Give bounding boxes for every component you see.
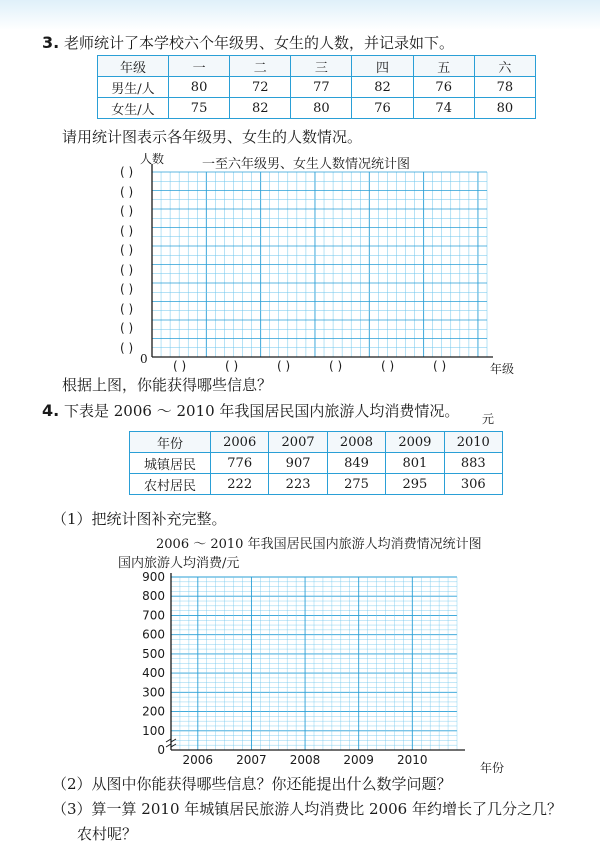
q4-x-tick-label: 2006: [182, 753, 214, 767]
q3-table-cell: 82: [230, 98, 291, 119]
q4-table-row-label: 城镇居民: [130, 453, 211, 474]
q3-table-row: [98, 77, 536, 98]
q3-table-cell: 78: [474, 77, 535, 98]
q3-y-axis-label: 人数: [140, 152, 165, 166]
q4-x-tick-label: 2008: [289, 753, 321, 767]
q3-y-tick-blank[interactable]: ( ): [120, 223, 134, 238]
q3-table-header-cell: 二: [230, 56, 291, 77]
q4-unit-label: 元: [482, 412, 495, 426]
q4-y-axis-label: 国内旅游人均消费/元: [118, 556, 240, 571]
q3-number: 3.: [42, 33, 60, 52]
q4-table-cell: 776: [211, 453, 269, 474]
q3-table-row-label: 男生/人: [98, 77, 169, 98]
q4-table-cell: 222: [211, 474, 269, 495]
q4-x-axis-label: 年份: [480, 761, 505, 775]
q3-y-tick-blank[interactable]: ( ): [120, 321, 134, 335]
q3-y-tick-blank[interactable]: ( ): [120, 165, 134, 179]
q3-y-tick-blank[interactable]: ( ): [120, 243, 134, 257]
q3-y-tick-blank[interactable]: ( ): [120, 301, 134, 316]
q4-table-header-cell: 年份: [130, 432, 211, 453]
q4-table-header-row: [130, 432, 503, 453]
q4-table-cell: 801: [386, 453, 444, 474]
q3-y-tick-blank[interactable]: ( ): [120, 184, 134, 199]
q3-x-tick-blank[interactable]: ( ): [225, 359, 239, 373]
q3-blank-chart-grid[interactable]: [0, 160, 600, 380]
q4-part1: （1）把统计图补充完整。: [52, 510, 227, 528]
q4-prompt: [42, 403, 459, 419]
q3-followup: 根据上图，你能获得哪些信息？: [62, 376, 273, 394]
q3-x-tick-blank[interactable]: ( ): [433, 359, 447, 373]
q3-y-tick-blank[interactable]: ( ): [120, 204, 134, 218]
q4-table-cell: 883: [444, 453, 502, 474]
q3-table-header-cell: 四: [352, 56, 413, 77]
q4-chart-title: 2006 ～ 2010 年我国居民国内旅游人均消费情况统计图: [156, 537, 482, 552]
q4-text: 下表是 2006 ～ 2010 年我国居民国内旅游人均消费情况。: [64, 402, 460, 420]
q4-table-row: [130, 453, 503, 474]
q4-y-tick-label: 400: [142, 666, 165, 681]
q3-table-header-row: [98, 56, 536, 77]
q4-part3-continued: 农村呢？: [77, 825, 138, 843]
q3-instruction: 请用统计图表示各年级男、女生的人数情况。: [62, 128, 363, 146]
q3-table-header-cell: 五: [413, 56, 474, 77]
q4-part2: （2）从图中你能获得哪些信息？你还能提出什么数学问题？: [52, 775, 452, 793]
q4-table-row: [130, 474, 503, 495]
q4-table-row-label: 农村居民: [130, 474, 211, 495]
q3-table-cell: 77: [291, 77, 352, 98]
q4-table-header-cell: 2006: [211, 432, 269, 453]
q3-table-cell: 80: [169, 77, 230, 98]
q4-y-tick-label: 300: [142, 685, 165, 700]
q3-table-cell: 80: [291, 98, 352, 119]
q3-y-tick-blank[interactable]: ( ): [120, 340, 134, 355]
q3-y-tick-blank[interactable]: ( ): [120, 262, 134, 277]
q3-table-row: [98, 98, 536, 119]
q4-table: [129, 431, 503, 495]
q3-origin-label: 0: [140, 352, 148, 366]
q3-x-axis-label: 年级: [490, 362, 515, 376]
q3-prompt: [42, 35, 454, 51]
q3-table-row-label: 女生/人: [98, 98, 169, 119]
q3-table-cell: 82: [352, 77, 413, 98]
q3-table-cell: 72: [230, 77, 291, 98]
top-decorative-band: [0, 0, 600, 30]
q4-table-header-cell: 2007: [269, 432, 327, 453]
q4-table-header-cell: 2008: [327, 432, 385, 453]
q4-line-chart-grid[interactable]: [0, 560, 600, 780]
q4-y-tick-label: 600: [142, 627, 165, 642]
q4-x-tick-label: 2009: [343, 753, 374, 767]
q4-y-tick-label: 800: [142, 589, 165, 604]
q4-x-tick-label: 2010: [397, 753, 428, 767]
q3-text: 老师统计了本学校六个年级男、女生的人数，并记录如下。: [64, 34, 455, 52]
q3-table-cell: 75: [169, 98, 230, 119]
q4-table-header-cell: 2009: [386, 432, 444, 453]
q4-table-cell: 306: [444, 474, 502, 495]
q4-x-tick-label: 2007: [236, 753, 267, 767]
q4-y-tick-label: 500: [142, 646, 165, 661]
q4-table-cell: 223: [269, 474, 327, 495]
q3-table-cell: 80: [474, 98, 535, 119]
q3-table-header-cell: 六: [474, 56, 535, 77]
q3-table-header-cell: 年级: [98, 56, 169, 77]
q4-table-cell: 907: [269, 453, 327, 474]
q4-y-tick-label: 700: [142, 608, 165, 623]
q3-table-cell: 74: [413, 98, 474, 119]
q3-table: [97, 55, 536, 119]
q3-table-cell: 76: [413, 77, 474, 98]
q4-y-tick-label: 100: [142, 723, 165, 738]
q4-y-tick-label: 900: [142, 570, 165, 584]
q3-x-tick-blank[interactable]: ( ): [381, 359, 395, 373]
q3-table-header-cell: 一: [169, 56, 230, 77]
q3-table-header-cell: 三: [291, 56, 352, 77]
q4-part3: （3）算一算 2010 年城镇居民旅游人均消费比 2006 年约增长了几分之几？: [52, 800, 562, 818]
q3-x-tick-blank[interactable]: ( ): [329, 359, 343, 373]
q3-x-tick-blank[interactable]: ( ): [173, 359, 187, 373]
q3-table-cell: 76: [352, 98, 413, 119]
q4-y-tick-label: 0: [157, 743, 165, 757]
q4-table-cell: 849: [327, 453, 385, 474]
q4-number: 4.: [42, 401, 60, 420]
q3-y-tick-blank[interactable]: ( ): [120, 282, 134, 296]
q4-y-tick-label: 200: [142, 704, 165, 719]
q3-x-tick-blank[interactable]: ( ): [277, 359, 291, 373]
q4-table-cell: 275: [327, 474, 385, 495]
q4-table-cell: 295: [386, 474, 444, 495]
q3-chart-title: 一至六年级男、女生人数情况统计图: [202, 157, 411, 172]
q4-table-header-cell: 2010: [444, 432, 502, 453]
